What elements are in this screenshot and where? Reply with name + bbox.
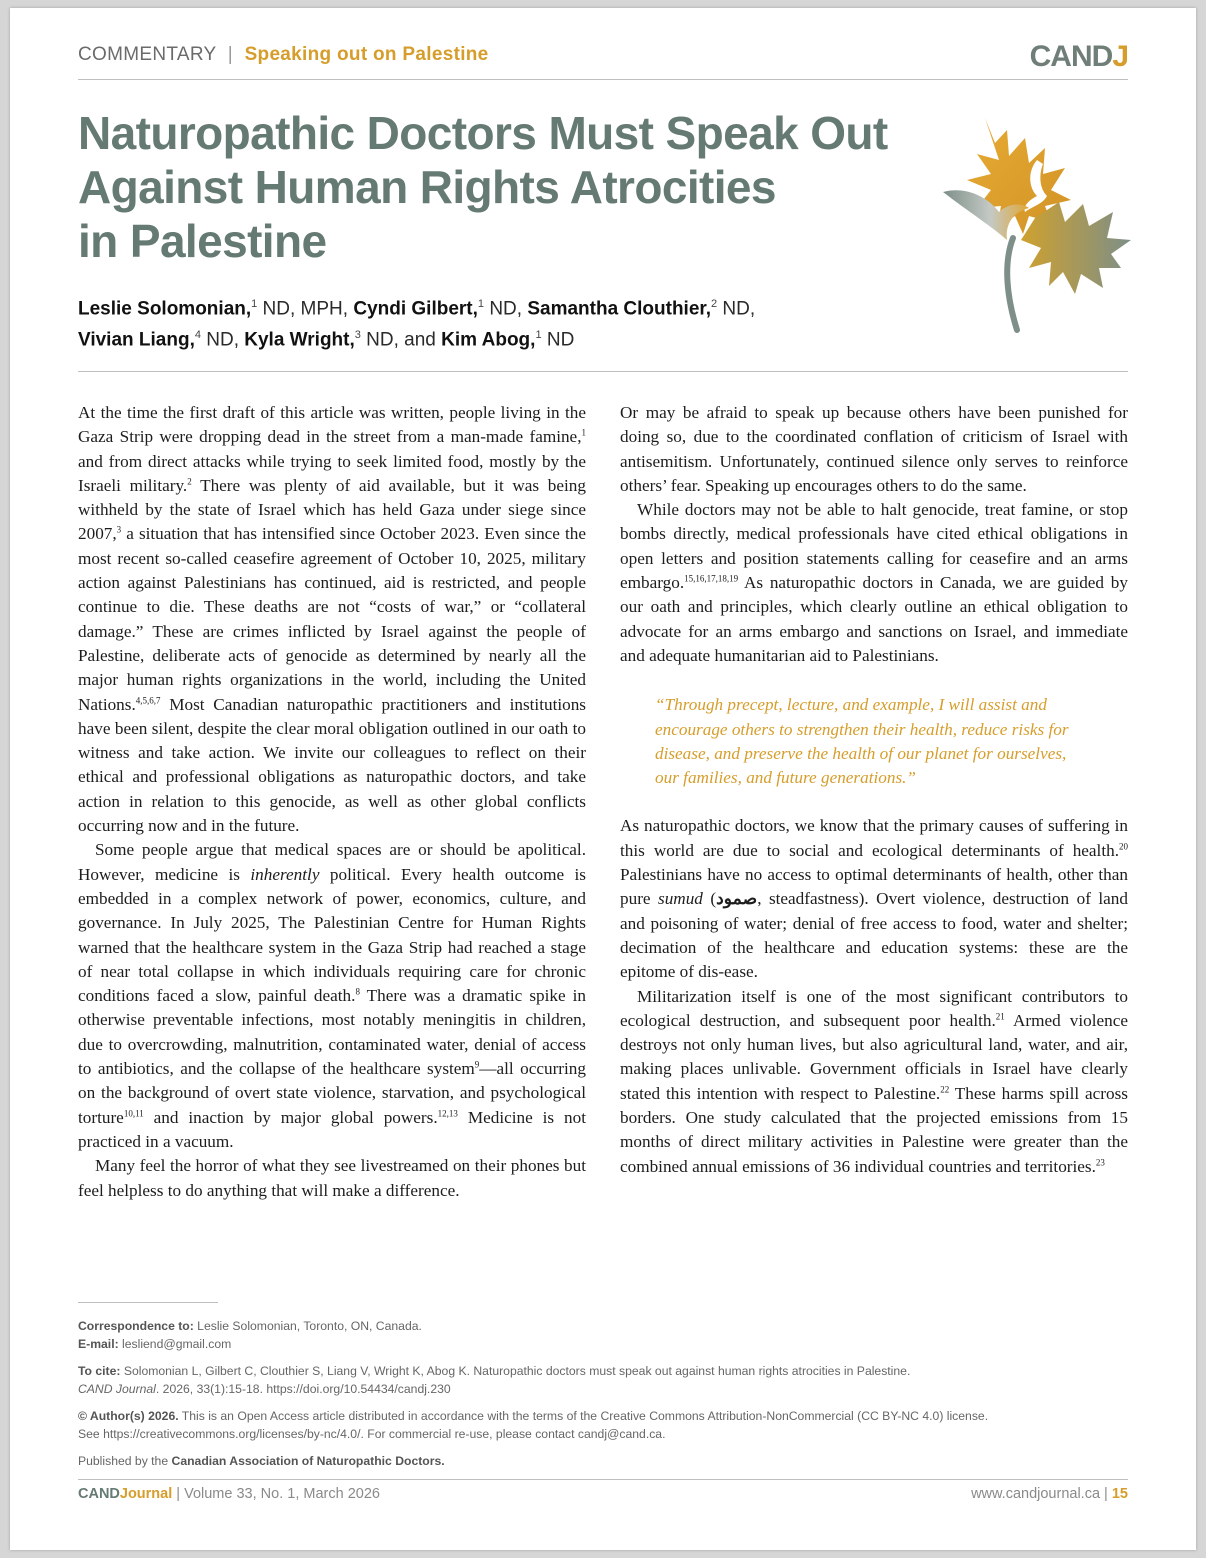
citation-note bbox=[78, 1362, 1128, 1398]
footnote-divider bbox=[78, 1302, 218, 1303]
text-run: At the time the first draft of this article was written, people living in the Gaza Strip were dropping dead in the street from a man-made famine, bbox=[78, 403, 586, 447]
paragraph: Or may be afraid to speak up because others have been punished for doing so, due to the coordinated conflation of criticism of Israel with antisemitism. Unfortunately, continued silence only serves to reinforce others’ fear. Speaking up encourages others to do the same. bbox=[620, 403, 1128, 495]
footnote-text: Leslie Solomonian, Toronto, ON, Canada. bbox=[193, 1319, 422, 1333]
text-run: These harms spill across borders. One study calculated that the projected emissions from 15 months of direct military activities in Palestine were greater than the combined annual emissions of 36 individual countries and territories. bbox=[620, 1083, 1128, 1176]
footnote-label: © Author(s) 2026. bbox=[78, 1409, 179, 1423]
logo-main: CAND bbox=[1029, 40, 1113, 73]
citation-ref: 20 bbox=[1119, 841, 1128, 852]
section-header bbox=[78, 44, 489, 66]
footnote-label: Correspondence to: bbox=[78, 1319, 194, 1333]
subsection-label: Speaking out on Palestine bbox=[244, 44, 489, 65]
title-line-2: Against Human Rights Atrocities bbox=[78, 161, 776, 213]
footer-page-info bbox=[971, 1486, 1128, 1502]
citation-ref: 22 bbox=[940, 1083, 950, 1094]
correspondence-note bbox=[78, 1317, 1128, 1353]
title-divider bbox=[78, 371, 1128, 372]
license-link[interactable]: See https://creativecommons.org/licenses/by-nc/4.0/. For commercial re-use, please contact candj@cand.ca. bbox=[78, 1427, 666, 1441]
footnote-label: E-mail: bbox=[78, 1337, 119, 1351]
text-run: and inaction by major global powers. bbox=[143, 1107, 438, 1127]
author-credential: ND bbox=[541, 329, 575, 351]
author-name: Kyla Wright, bbox=[244, 329, 355, 351]
text-run: There was plenty of aid available, but it was being withheld by the state of Israel which has held Gaza under siege since 2007, bbox=[78, 475, 586, 544]
text-run: As naturopathic doctors in Canada, we are guided by our oath and principles, which clearly outline an ethical obligation to advocate for an arms embargo and sanctions on Israel, and immediate and adequate humanitarian aid to Palestinians. bbox=[620, 573, 1128, 665]
candj-logo bbox=[1030, 40, 1128, 74]
text-run: Militarization itself is one of the most significant contributors to ecological destruction, and subsequent poor health. bbox=[620, 986, 1128, 1030]
paragraph: Many feel the horror of what they see livestreamed on their phones but feel helpless to do anything that will make a difference. bbox=[78, 1156, 586, 1200]
footnote-text: Solomonian L, Gilbert C, Clouthier S, Liang V, Wright K, Abog K. Naturopathic doctors must speak out against human rights atrocities in Palestine. bbox=[120, 1364, 911, 1378]
footer-website-link[interactable]: www.candjournal.ca bbox=[971, 1486, 1101, 1502]
license-note bbox=[78, 1407, 1128, 1443]
article-title bbox=[78, 106, 898, 268]
citation-ref: 8 bbox=[355, 986, 360, 997]
text-run: Most Canadian naturopathic practitioners and institutions have been silent, despite the clear moral obligation outlined in our oath to witness and take action. We invite our colleagues to reflect on their ethical and professional obligations as naturopathic doctors, and take action in relation to this genocide, as well as other global conflicts occurring now and in the future. bbox=[78, 694, 586, 836]
footer-divider bbox=[78, 1479, 1128, 1480]
footer-journal-accent: Journal bbox=[119, 1486, 173, 1502]
author-affiliation: 1 bbox=[251, 298, 258, 310]
text-run: Medicine is not practiced in a vacuum. bbox=[78, 1107, 586, 1151]
section-label: COMMENTARY bbox=[78, 44, 217, 65]
footer-issue: | Volume 33, No. 1, March 2026 bbox=[172, 1486, 380, 1502]
journal-page bbox=[10, 8, 1196, 1550]
author-name: Kim Abog, bbox=[441, 329, 536, 351]
text-run: Palestinians have no access to optimal determinants of health, other than pure bbox=[620, 865, 1128, 909]
citation-ref: 15,16,17,18,19 bbox=[684, 573, 739, 584]
author-list bbox=[78, 291, 878, 354]
author-affiliation: 3 bbox=[354, 329, 361, 342]
citation-ref: 10,11 bbox=[123, 1107, 144, 1118]
author-name: Vivian Liang, bbox=[78, 329, 195, 351]
paragraph bbox=[620, 498, 1128, 668]
author-affiliation: 2 bbox=[711, 298, 718, 310]
title-line-1: Naturopathic Doctors Must Speak Out bbox=[78, 107, 888, 159]
footnote-text: This is an Open Access article distributed in accordance with the terms of the Creative Commons Attribution-NonCommercial (CC BY-NC 4.0) license. bbox=[178, 1409, 989, 1423]
footnote-label: To cite: bbox=[78, 1364, 121, 1378]
footer-separator: | bbox=[1100, 1486, 1112, 1502]
paragraph bbox=[620, 814, 1128, 984]
citation-ref: 21 bbox=[995, 1011, 1005, 1022]
text-run: ( bbox=[702, 889, 717, 909]
citation-ref: 3 bbox=[116, 524, 122, 535]
author-credential: ND, bbox=[484, 298, 528, 320]
doi-link[interactable]: . 2026, 33(1):15-18. https://doi.org/10.54434/candj.230 bbox=[155, 1382, 451, 1396]
footnote-text: Published by the bbox=[78, 1454, 172, 1468]
maple-leaf-icon bbox=[925, 108, 1135, 338]
text-run: a situation that has intensified since October 2023. Even since the most recent so-called ceasefire agreement of October 10, 2025, military action against Palestinians has continued, aid is restricted, and people continue to die. These deaths are not “costs of war,” or “collateral damage.” These are crimes inflicted by Israel against the people of Palestine, deliberate acts of genocide as determined by nearly all the major human rights organizations in the world, including the United Nations. bbox=[78, 524, 586, 714]
header-divider bbox=[78, 79, 1128, 80]
section-separator: | bbox=[227, 44, 233, 65]
citation-ref: 4,5,6,7 bbox=[135, 694, 161, 705]
text-run: While doctors may not be able to halt genocide, treat famine, or stop bombs directly, medical professionals have cited ethical obligations in open letters and position statements calling for ceasefire and an arms embargo. bbox=[620, 500, 1128, 593]
emphasis: inherently bbox=[250, 864, 320, 884]
author-affiliation: 1 bbox=[477, 298, 485, 310]
text-run: , steadfastness). Overt violence, destruction of land and poisoning of water; denial of free access to food, water and shelter; decimation of the healthcare and education systems: these are the epitome of dis-ease. bbox=[620, 889, 1128, 982]
arabic-term: صمود bbox=[716, 889, 758, 909]
email-link[interactable]: lesliend@gmail.com bbox=[118, 1337, 232, 1351]
author-name: Leslie Solomonian, bbox=[78, 298, 252, 320]
body-column-left bbox=[78, 401, 586, 1203]
journal-name: CAND Journal bbox=[78, 1382, 156, 1396]
citation-ref: 2 bbox=[187, 476, 192, 487]
paragraph bbox=[78, 401, 586, 838]
text-run: Some people argue that medical spaces are or should be apolitical. However, medicine is bbox=[78, 840, 586, 884]
author-affiliation: 4 bbox=[194, 329, 201, 342]
publisher-name: Canadian Association of Naturopathic Doctors. bbox=[171, 1454, 445, 1468]
text-run: —all occurring on the background of overt state violence, starvation, and psychological torture bbox=[78, 1059, 586, 1127]
body-column-right bbox=[620, 401, 1128, 1179]
author-credential: ND, bbox=[200, 329, 245, 351]
paragraph bbox=[78, 838, 586, 1154]
author-credential: ND, bbox=[717, 298, 756, 320]
text-run: political. Every health outcome is embedded in a complex network of power, economics, culture, and governance. In July 2025, The Palestinian Centre for Human Rights warned that the healthcare system in the Gaza Strip had reached a stage of near total collapse in which individuals requiring care for chronic conditions faced a slow, painful death. bbox=[78, 864, 586, 1006]
citation-ref: 23 bbox=[1095, 1156, 1105, 1167]
text-run: As naturopathic doctors, we know that the primary causes of suffering in this world are due to social and ecological determinants of health. bbox=[620, 816, 1128, 860]
author-affiliation: 1 bbox=[535, 329, 542, 342]
emphasis: sumud bbox=[658, 889, 703, 909]
citation-ref: 1 bbox=[581, 427, 586, 438]
oath-pull-quote: “Through precept, lecture, and example, I will assist and encourage others to strengthen their health, reduce risks for disease, and preserve the health of our planet for ourselves, our families, and future generations.” bbox=[655, 695, 1069, 788]
footer-journal-info bbox=[78, 1486, 380, 1502]
text-run: There was a dramatic spike in otherwise preventable infections, most notably meningitis in children, due to overcrowding, malnutrition, contaminated water, denial of access to antibiotics, and the collapse of the healthcare system bbox=[78, 986, 586, 1079]
author-name: Samantha Clouthier, bbox=[527, 298, 712, 320]
paragraph bbox=[620, 985, 1128, 1179]
footer-journal-main: CAND bbox=[78, 1486, 120, 1502]
text-run: Armed violence destroys not only human lives, but also agricultural land, water, and air, making places unlivable. Government officials in Israel have clearly stated this intention with respect to Palestine. bbox=[620, 1010, 1128, 1103]
page-number: 15 bbox=[1111, 1486, 1128, 1502]
citation-ref: 12,13 bbox=[437, 1107, 458, 1118]
citation-ref: 9 bbox=[474, 1059, 480, 1070]
text-run: and from direct attacks while trying to seek limited food, mostly by the Israeli military. bbox=[78, 451, 586, 495]
title-line-3: in Palestine bbox=[78, 215, 327, 267]
author-name: Cyndi Gilbert, bbox=[353, 298, 478, 320]
publisher-note bbox=[78, 1452, 1128, 1470]
author-credential: ND, MPH, bbox=[257, 298, 354, 320]
author-credential: ND, and bbox=[360, 329, 442, 351]
logo-accent: J bbox=[1112, 40, 1128, 73]
